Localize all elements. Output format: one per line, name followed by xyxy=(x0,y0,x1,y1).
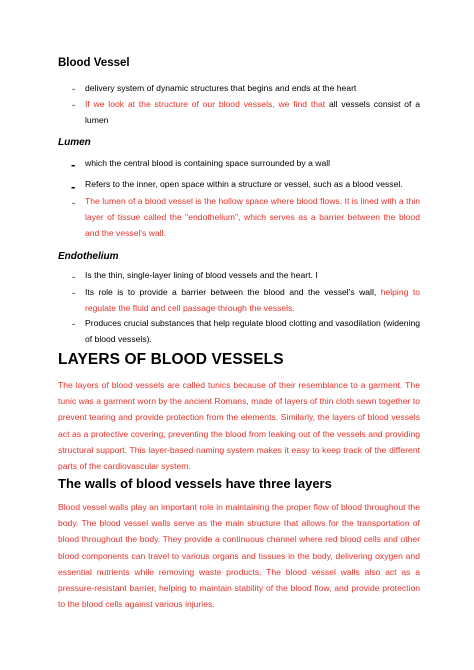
list-item: If we look at the structure of our blood vessels, we find that all vessels consist of a lumen xyxy=(85,99,420,125)
section-heading-layers: LAYERS OF BLOOD VESSELS xyxy=(58,351,284,368)
list-bullet: - xyxy=(72,100,76,111)
list-bullet: - xyxy=(72,319,76,330)
highlighted-text: helping to regulate the fluid and cell passage through the vessels. xyxy=(85,287,420,313)
list-item: which the central blood is containing space surrounded by a wall xyxy=(85,158,331,168)
list-bullet: - xyxy=(71,157,76,172)
list-item: Its role is to provide a barrier between the blood and the vessel's wall, helping to regulate the fluid and cell passage through the vessels. xyxy=(85,287,420,313)
list-item: The lumen of a blood vessel is the hollow space where blood flows. It is lined with a thin layer of tissue called the "endothelium", which serves as a barrier between the blood and the vessel's wall. xyxy=(85,196,420,238)
list-bullet: - xyxy=(72,198,76,209)
list-item: Is the thin, single-layer lining of blood vessels and the heart. I xyxy=(85,270,318,280)
list-bullet: - xyxy=(72,272,76,283)
paragraph-walls: Blood vessel walls play an important role in maintaining the proper flow of blood throughout the body. The blood vessel walls serve as the main structure that allows for the transportation of blood throughout the body. They provide a continuous channel where red blood cells and other blood components can travel to various organs and tissues in the body, delivering oxygen and essential nutrients while removing waste products. The blood vessel walls also act as a pressure-resistant barrier, helping to maintain stability of the blood flow, and provide protection to the blood cells against various injuries. xyxy=(58,502,420,610)
page-title: Blood Vessel xyxy=(58,57,130,69)
list-item: Produces crucial substances that help regulate blood clotting and vasodilation (widening of blood vessels). xyxy=(85,318,420,344)
section-heading-endothelium: Endothelium xyxy=(58,251,119,262)
section-heading-lumen: Lumen xyxy=(58,137,91,148)
list-item: Refers to the inner, open space within a structure or vessel, such as a blood vessel. xyxy=(85,179,403,189)
list-bullet: - xyxy=(72,288,76,299)
section-heading-walls: The walls of blood vessels have three layers xyxy=(58,476,332,491)
paragraph-layers: The layers of blood vessels are called tunics because of their resemblance to a garment. The tunic was a garment worn by the ancient Romans, made of layers of thin cloth sewn together to prevent tearing and provide protection from the elements. Similarly, the layers of blood vessels act as a protective covering, preventing the blood from leaking out of the vessels and providing structural support. This layer-based naming system makes it easy to keep track of the different parts of the cardiovascular system. xyxy=(58,380,420,472)
list-bullet: - xyxy=(71,179,76,194)
highlighted-text: If we look at the structure of our blood vessels, we find that xyxy=(85,99,326,109)
list-item: delivery system of dynamic structures that begins and ends at the heart xyxy=(85,83,357,93)
list-bullet: - xyxy=(72,84,76,95)
